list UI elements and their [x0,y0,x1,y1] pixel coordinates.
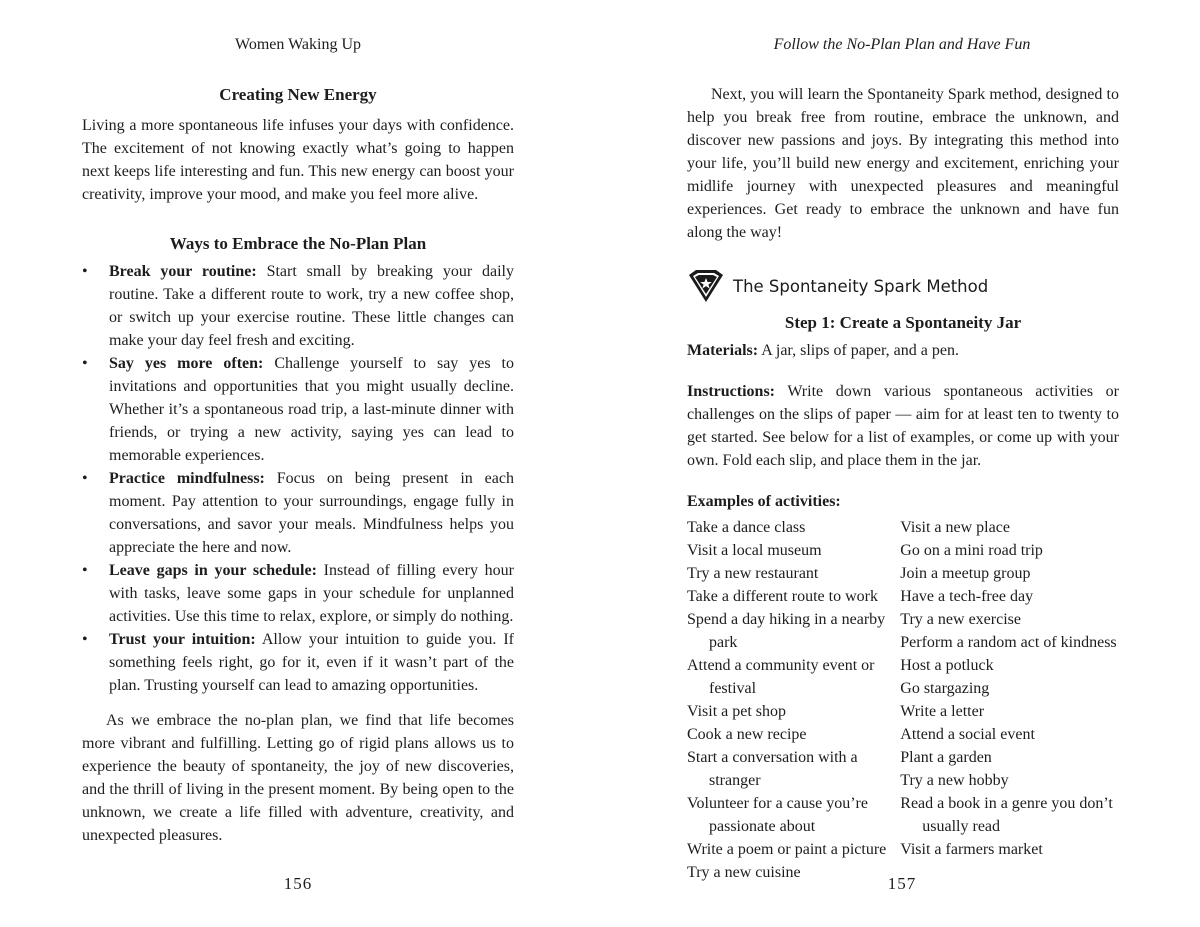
example-activity-item: Visit a farmers market [900,841,1043,858]
star-badge-icon [687,269,725,303]
energy-paragraph: Living a more spontaneous life infuses your days with confidence. The excitement of not knowing exactly what’s going to happen next keeps life interesting and fun. This new energy can boost your creativity, improve your mood, and make you feel more alive. [82,117,514,203]
left-text-column [82,83,514,847]
bullet-item: • Say yes more often: Challenge yourself to say yes to invitations and opportunities that you might usually decline. Whether it’s a spontaneous road trip, a last-minute dinner with friends, or trying a new activity, saying yes can lead to memorable experiences. [82,352,514,467]
example-activity-item: Write a poem or paint a picture [687,841,887,858]
step-heading: Step 1: Create a Spontaneity Jar [784,313,1022,332]
example-activity-item: Have a tech-free day [900,588,1034,605]
running-head-left: Women Waking Up [235,36,361,53]
example-activity-item: Read a book in a genre you don’t usually read [900,795,1113,835]
ways-bullet-list [82,260,514,697]
method-title: The Spontaneity Spark Method [733,276,989,296]
examples-list [687,516,1119,884]
example-activity-item: Take a different route to work [687,588,878,605]
example-activity-item: Visit a local museum [687,542,822,559]
example-activity-item: Host a potluck [900,657,994,674]
example-activity-item: Attend a social event [900,726,1035,743]
example-activity-item: Try a new hobby [900,772,1009,789]
example-activity-item: Go stargazing [900,680,990,697]
bullet-dot-icon: • [82,355,88,372]
bullet-item: • Trust your intuition: Allow your intuition to guide you. If something feels right, go for it, even if it wasn’t part of the plan. Trusting yourself can lead to amazing opportunities. [82,628,514,697]
section-heading-ways: Ways to Embrace the No-Plan Plan [169,234,427,253]
section-heading-energy: Creating New Energy [219,85,377,104]
example-activity-item: Write a letter [900,703,985,720]
bullet-dot-icon: • [82,263,88,280]
example-activity-item: Visit a new place [900,519,1010,536]
example-activity-item: Go on a mini road trip [900,542,1043,559]
examples-column-left [687,516,900,884]
page-number-right: 157 [887,874,917,893]
bullet-dot-icon: • [82,562,88,579]
example-activity-item: Take a dance class [687,519,806,536]
bullet-item: • Practice mindfulness: Focus on being present in each moment. Pay attention to your surroundings, engage fully in conversations, and savor your meals. Mindfulness helps you appreciate the here and now. [82,467,514,559]
bullet-dot-icon: • [82,631,88,648]
example-activity-item: Cook a new recipe [687,726,807,743]
example-activity-item: Attend a community event or festival [687,657,875,697]
example-activity-item: Try a new restaurant [687,565,819,582]
example-activity-item: Visit a pet shop [687,703,787,720]
example-activity-item: Start a conversation with a stranger [687,749,858,789]
page-number-left: 156 [283,874,313,893]
materials-line: Materials: A jar, slips of paper, and a pen. [687,342,959,359]
closing-paragraph: As we embrace the no-plan plan, we find that life becomes more vibrant and fulfilling. Letting go of rigid plans allows us to experience the beauty of spontaneity, the joy of new discoveries, and the thrill of living in the present moment. By being open to the unknown, we create a life filled with adventure, creativity, and unexpected pleasures. [82,712,514,844]
bullet-item: • Leave gaps in your schedule: Instead of filling every hour with tasks, leave some gaps in your schedule for unplanned activities. Use this time to relax, explore, or simply do nothing. [82,559,514,628]
intro-paragraph: Next, you will learn the Spontaneity Spark method, designed to help you break free from routine, embrace the unknown, and discover new passions and joys. By integrating this method into your life, you’ll build new energy and excitement, enriching your midlife journey with unexpected pleasures and meaningful experiences. Get ready to embrace the unknown and have fun along the way! [687,86,1119,241]
example-activity-item: Try a new cuisine [687,864,801,881]
method-header [687,269,1119,303]
examples-label: Examples of activities: [687,493,841,510]
right-page [600,0,1200,927]
bullet-item: • Break your routine: Start small by breaking your daily routine. Take a different route to work, try a new coffee shop, or switch up your exercise routine. These little changes can make your day feel fresh and exciting. [82,260,514,352]
example-activity-item: Join a meetup group [900,565,1031,582]
right-text-column [687,83,1119,884]
example-activity-item: Perform a random act of kindness [900,634,1117,651]
bullet-dot-icon: • [82,470,88,487]
instructions-paragraph: Instructions: Write down various spontaneous activities or challenges on the slips of paper — aim for at least ten to twenty to get started. See below for a list of examples, or come up with your own. Fold each slip, and place them in the jar. [687,383,1119,469]
examples-column-right [900,516,1119,884]
running-head-right: Follow the No-Plan Plan and Have Fun [773,36,1031,53]
example-activity-item: Volunteer for a cause you’re passionate about [687,795,868,835]
example-activity-item: Plant a garden [900,749,992,766]
example-activity-item: Spend a day hiking in a nearby park [687,611,886,651]
example-activity-item: Try a new exercise [900,611,1021,628]
